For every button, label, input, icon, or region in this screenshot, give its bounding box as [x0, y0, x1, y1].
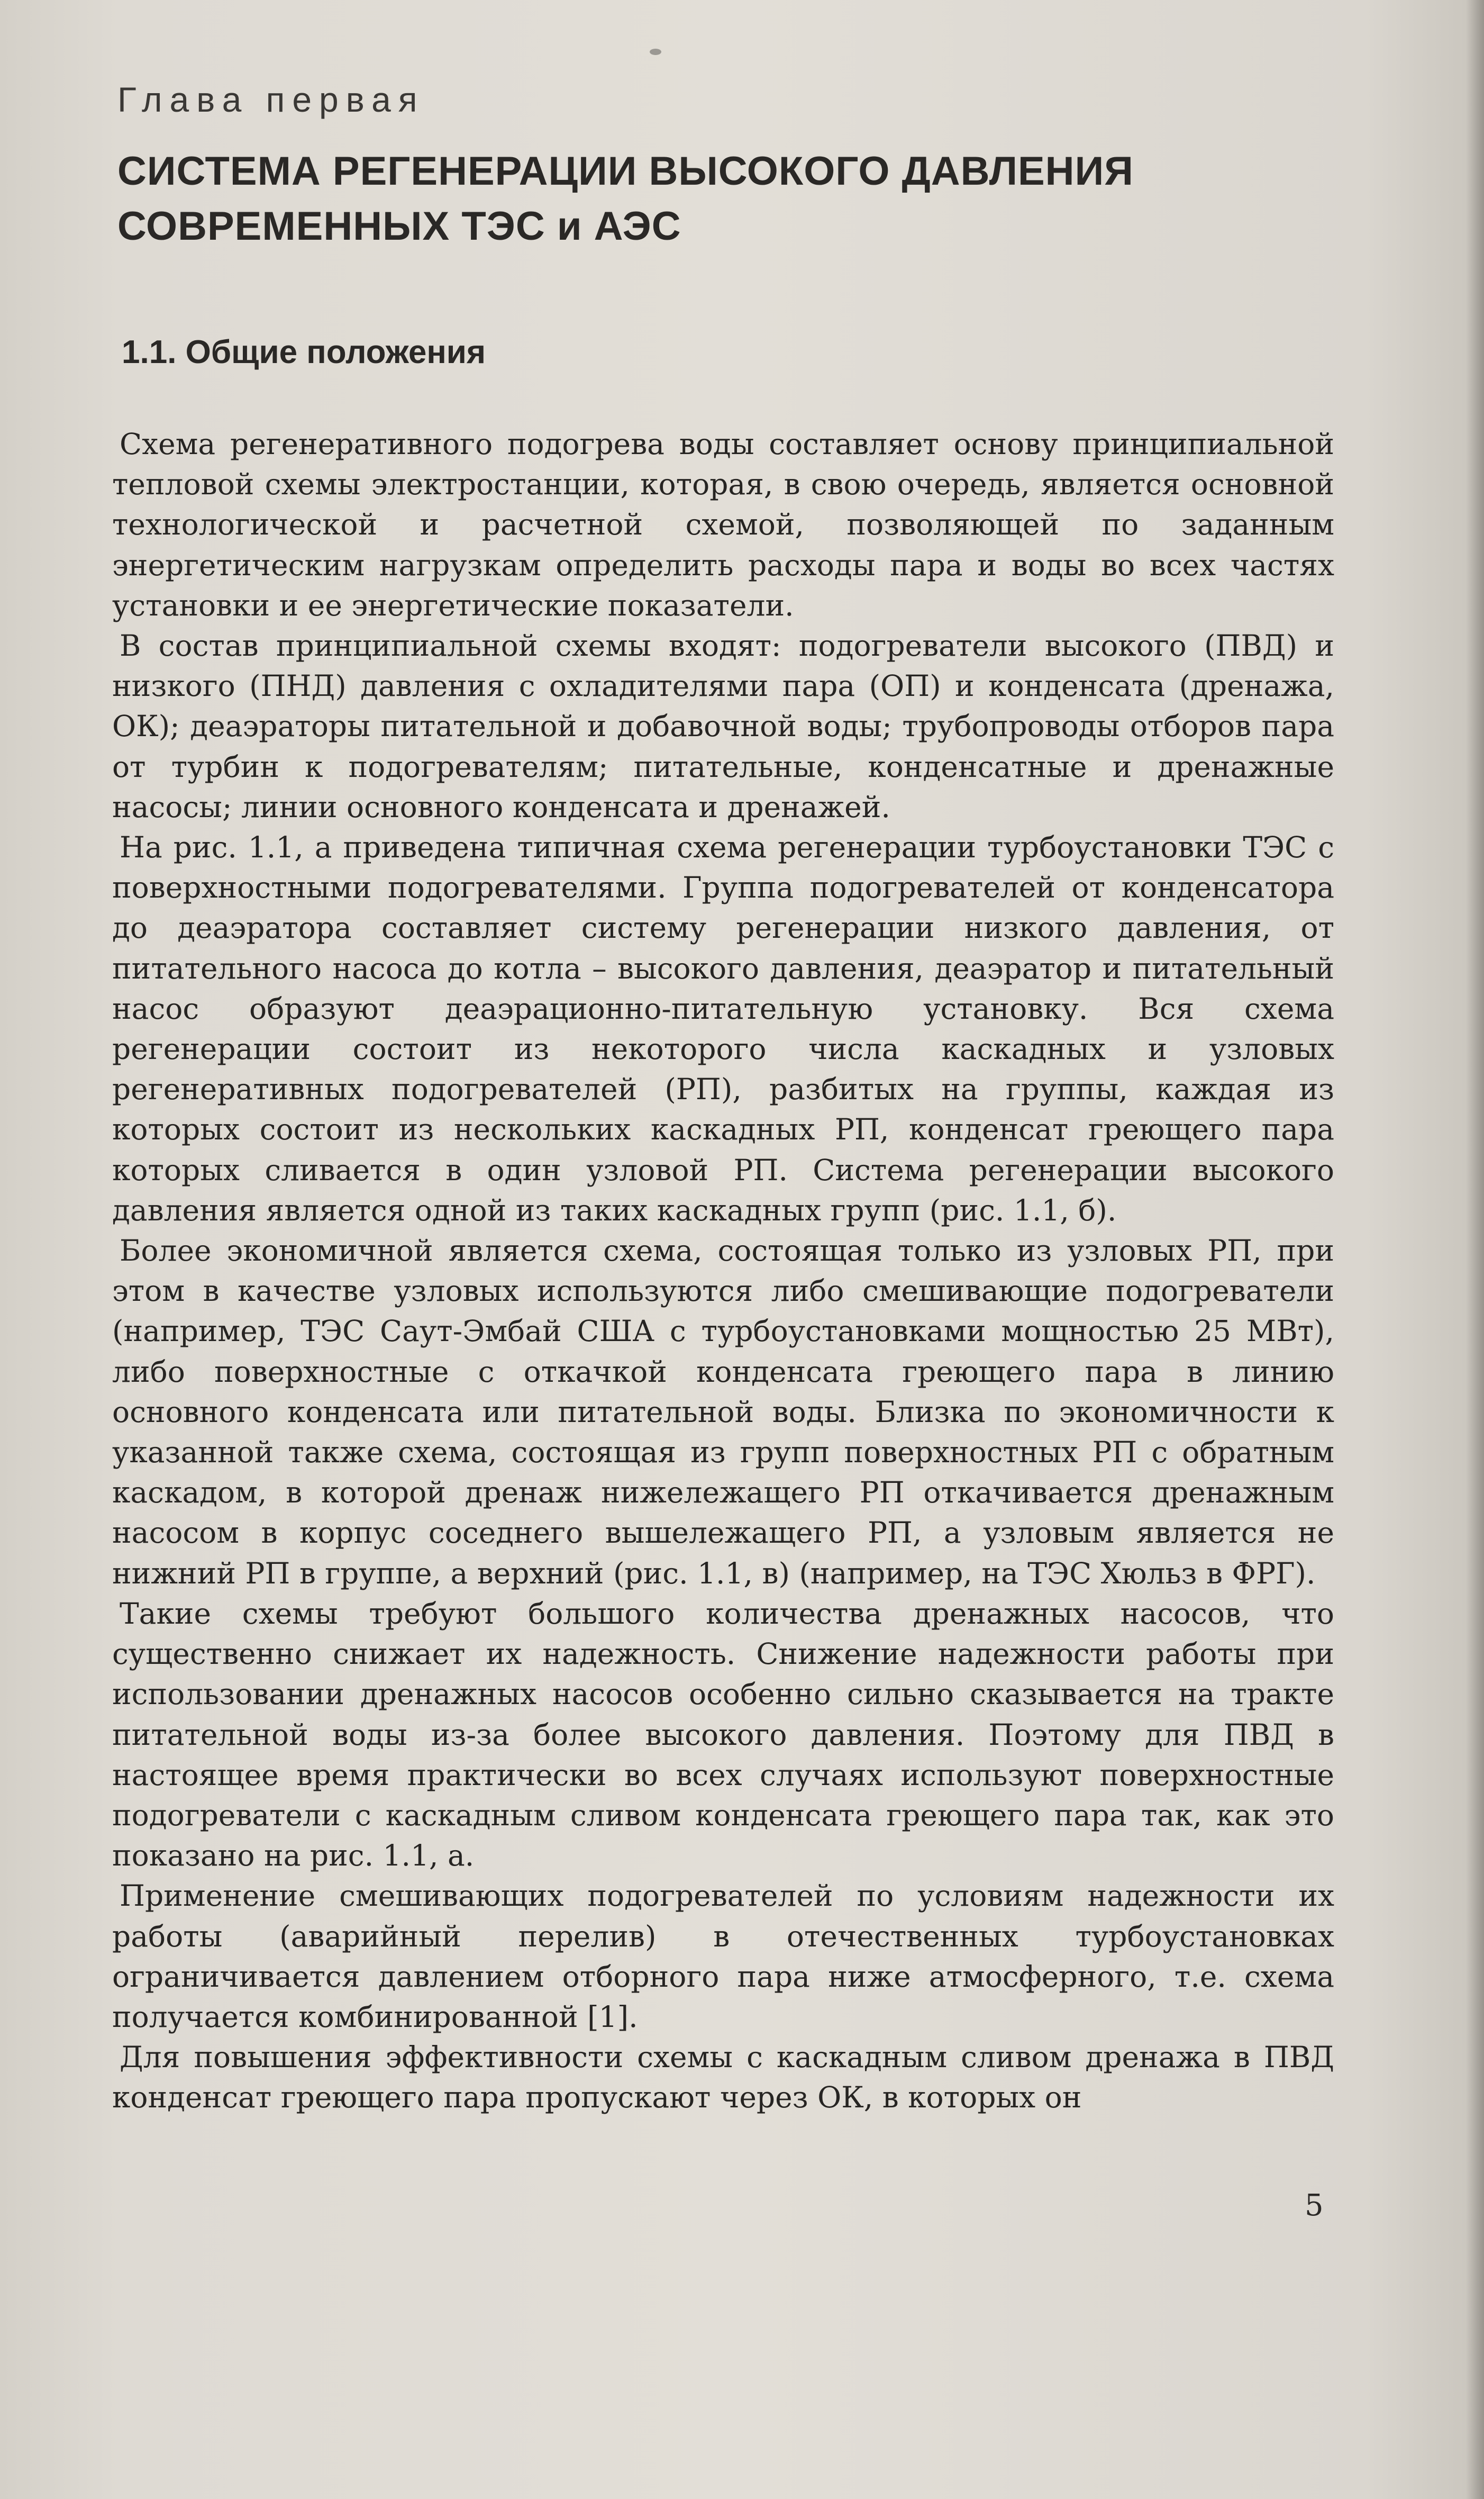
paragraph-2: В состав принципиальной схемы входят: подогреватели высокого (ПВД) и низкого (ПНД) давления с охладителями пара (ОП) и конденсата (дренажа, ОК); деаэраторы питательной и добавочной воды; трубопроводы отборов пара от турбин к подогревателям; питательные, конденсатные и дренажные насосы; линии основного конденсата и дренажей. [112, 629, 1334, 824]
section-title: 1.1. Общие положения [122, 334, 486, 370]
paragraph-1: Схема регенеративного подогрева воды составляет основу принципиальной тепловой схемы электростанции, которая, в свою очередь, является основной технологической и расчетной схемой, позволяющей по заданным энергетическим нагрузкам определить расходы пара и воды во всех частях установки и ее энергетические показатели. [112, 427, 1334, 622]
page-edge-shadow [1466, 0, 1484, 2499]
body-text [112, 424, 1334, 2118]
chapter-label: Глава первая [117, 80, 425, 119]
page-number: 5 [1305, 2188, 1324, 2223]
chapter-title [117, 144, 1334, 254]
paragraph-4: Более экономичной является схема, состоящая только из узловых РП, при этом в качестве узловых используются либо смешивающие подогреватели (например, ТЭС Саут-Эмбай США с турбоустановками мощностью 25 МВт), либо поверхностные с откачкой конденсата греющего пара в линию основного конденсата или питательной воды. Близка по экономичности к указанной также схема, состоящая из групп поверхностных РП с обратным каскадом, в которой дренаж нижележащего РП откачивается дренажным насосом в корпус соседнего вышележащего РП, а узловым является не нижний РП в группе, а верхний (рис. 1.1, в) (например, на ТЭС Хюльз в ФРГ). [112, 1234, 1334, 1590]
paragraph-5: Такие схемы требуют большого количества дренажных насосов, что существенно снижает их надежность. Снижение надежности работы при использовании дренажных насосов особенно сильно сказывается на тракте питательной воды из-за более высокого давления. Поэтому для ПВД в настоящее время практически во всех случаях используют поверхностные подогреватели с каскадным сливом конденсата греющего пара так, как это показано на рис. 1.1, а. [112, 1596, 1334, 1873]
chapter-title-line-2: СОВРЕМЕННЫХ ТЭС и АЭС [117, 204, 681, 249]
paragraph-3: На рис. 1.1, а приведена типичная схема регенерации турбоустановки ТЭС с поверхностными подогревателями. Группа подогревателей от конденсатора до деаэратора составляет систему регенерации низкого давления, от питательного насоса до котла – высокого давления, деаэратор и питательный насос образуют деаэрационно-питательную установку. Вся схема регенерации состоит из некоторого числа каскадных и узловых регенеративных подогревателей (РП), разбитых на группы, каждая из которых состоит из нескольких каскадных РП, конденсат греющего пара которых сливается в один узловой РП. Система регенерации высокого давления является одной из таких каскадных групп (рис. 1.1, б). [112, 830, 1334, 1227]
chapter-title-line-1: СИСТЕМА РЕГЕНЕРАЦИИ ВЫСОКОГО ДАВЛЕНИЯ [117, 149, 1134, 194]
paragraph-6: Применение смешивающих подогревателей по условиям надежности их работы (аварийный перелив) в отечественных турбоустановках ограничивается давлением отборного пара ниже атмосферного, т.е. схема получается комбинированной [1]. [112, 1879, 1334, 2034]
print-speck [650, 49, 661, 55]
page-content [112, 79, 1334, 2118]
paragraph-7: Для повышения эффективности схемы с каскадным сливом дренажа в ПВД конденсат греющего пара пропускают через ОК, в которых он [112, 2040, 1334, 2115]
